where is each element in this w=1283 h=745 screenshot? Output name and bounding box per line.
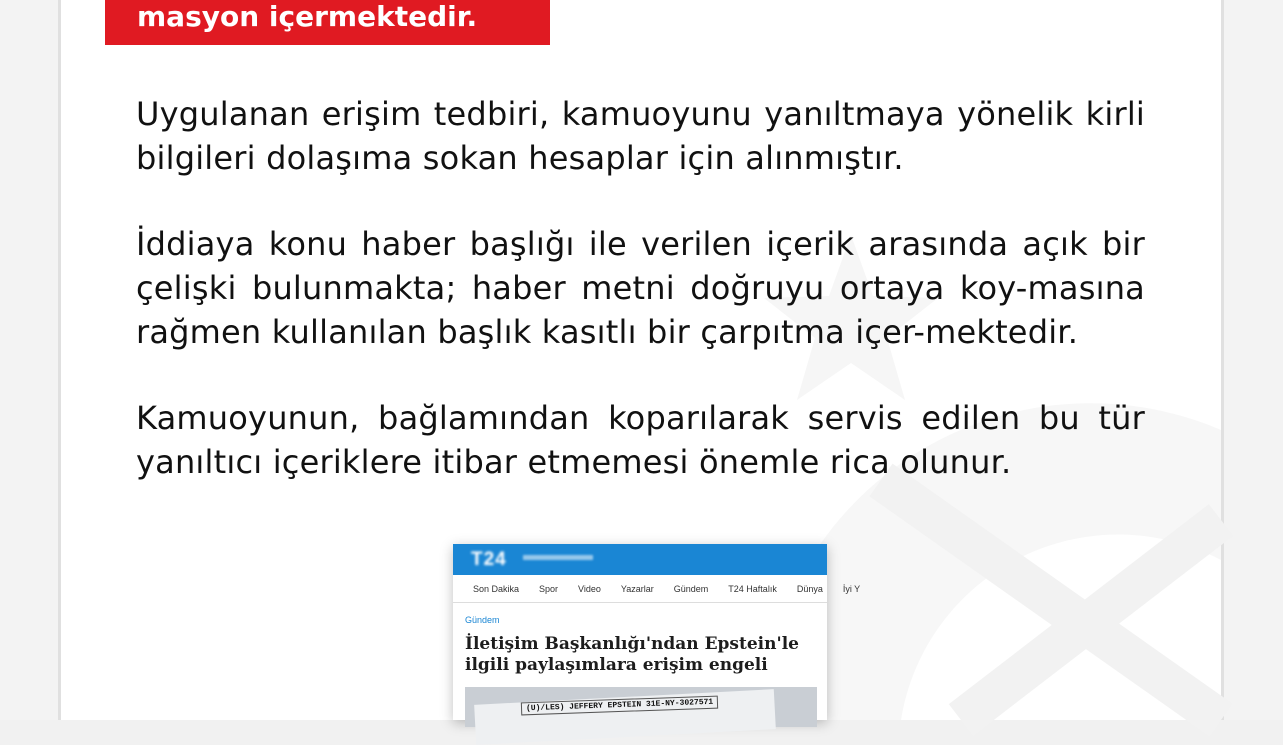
statement-card: [61, 0, 1221, 720]
headline-banner: [105, 0, 550, 45]
left-margin: [0, 0, 61, 720]
article-photo: [465, 687, 817, 727]
nav-item: Yazarlar: [620, 583, 654, 594]
site-header: [453, 544, 827, 575]
banner-text: masyon içermektedir.: [137, 0, 478, 33]
nav-item: Gündem: [673, 583, 709, 594]
right-margin: [1221, 0, 1283, 720]
news-screenshot: [453, 544, 861, 720]
article-title-line: İletişim Başkanlığı'ndan Epstein'le: [465, 634, 799, 654]
nav-item: Dünya: [796, 583, 823, 594]
nav-item: T24 Haftalık: [728, 583, 777, 594]
site-tagline-blur: [523, 555, 593, 560]
document-label: (U)/LES) JEFFERY EPSTEIN 31E-NY-3027571: [521, 696, 719, 716]
site-nav: [453, 575, 861, 603]
paragraph-1: Uygulanan erişim tedbiri, kamuoyunu yanıltmaya yönelik kirli bilgileri dolaşıma sokan hesaplar için alınmıştır.: [136, 95, 1145, 177]
paragraph-3: Kamuoyunun, bağlamından koparılarak servis edilen bu tür yanıltıcı içeriklere itibar etmemesi önemle rica olunur.: [136, 399, 1145, 481]
statement-body: [136, 92, 1145, 526]
article-title: [465, 634, 827, 676]
document-photo: [474, 689, 776, 745]
nav-item: Son Dakika: [473, 583, 520, 594]
article-title-line: ilgili paylaşımlara erişim engeli: [465, 655, 768, 675]
nav-item: Video: [578, 583, 601, 594]
site-logo: T24: [471, 549, 507, 570]
article-category: Gündem: [465, 615, 500, 625]
nav-item: Spor: [539, 583, 559, 594]
nav-item: İyi Y: [842, 583, 861, 594]
paragraph-2: İddiaya konu haber başlığı ile verilen içerik arasında açık bir çelişki bulunmakta; haber metni doğruyu ortaya koy-masına rağmen kullanılan başlık kasıtlı bir çarpıtma içer-mektedir.: [136, 225, 1145, 351]
